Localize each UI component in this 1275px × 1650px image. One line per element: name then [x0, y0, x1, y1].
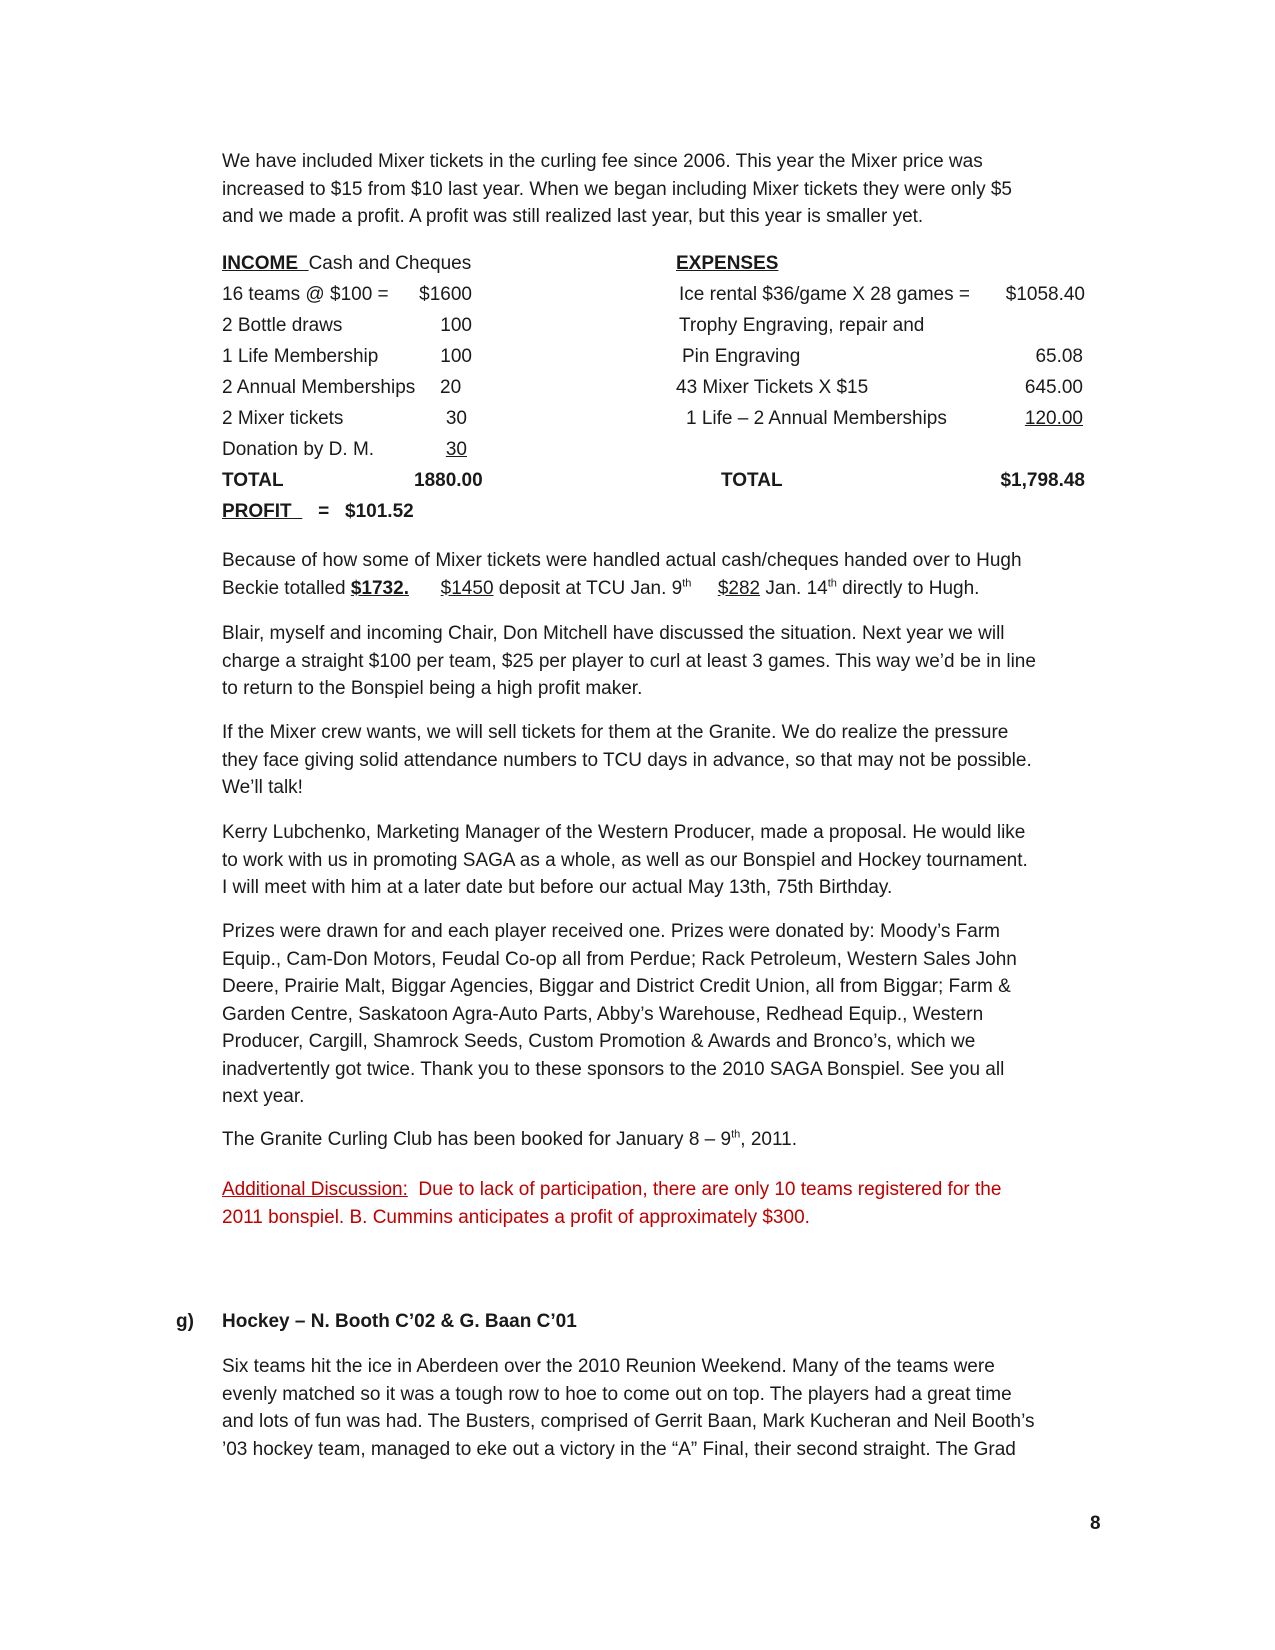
marketing-line: Kerry Lubchenko, Marketing Manager of the Western Producer, made a proposal. He would like — [222, 822, 1026, 843]
discussion-line: Additional Discussion: Due to lack of participation, there are only 10 teams registered for the — [222, 1179, 1002, 1200]
booking-paragraph — [222, 1126, 1102, 1154]
plan-paragraph — [222, 620, 1102, 703]
intro-line: and we made a profit. A profit was still realized last year, but this year is smaller yet. — [222, 206, 924, 227]
income-row-label: 2 Annual Memberships — [222, 377, 416, 398]
expenses-row-amount: 120.00 — [1024, 408, 1083, 429]
income-total-amount: 1880.00 — [414, 470, 483, 491]
discussion-paragraph — [222, 1176, 1102, 1231]
page-number: 8 — [1090, 1513, 1101, 1534]
income-heading: INCOME — [222, 253, 298, 274]
income-row-amount: 20 — [440, 377, 462, 398]
marketing-line: I will meet with him at a later date but before our actual May 13th, 75th Birthday. — [222, 877, 893, 898]
expenses-row-label: Ice rental $36/game X 28 games = — [679, 284, 970, 305]
cash-line: Beckie totalled $1732. $1450 deposit at TCU Jan. 9th $282 Jan. 14th directly to Hugh. — [222, 577, 980, 599]
prizes-line: Equip., Cam-Don Motors, Feudal Co-op all from Perdue; Rack Petroleum, Western Sales John — [222, 948, 1017, 970]
income-row-label: 16 teams @ $100 = — [222, 284, 389, 305]
prizes-line: next year. — [222, 1086, 305, 1107]
income-heading-row — [222, 252, 471, 276]
section-heading — [176, 1310, 577, 1334]
mixer-paragraph — [222, 719, 1102, 802]
prizes-paragraph — [222, 918, 1102, 1111]
cash-total: $1732. — [350, 577, 409, 599]
section-letter: g) — [176, 1311, 194, 1332]
prizes-line: Producer, Cargill, Shamrock Seeds, Custom Promotion & Awards and Bronco’s, which we — [222, 1031, 976, 1052]
hockey-paragraph — [222, 1353, 1102, 1463]
income-row-amount: 30 — [445, 439, 467, 460]
hockey-line: evenly matched so it was a tough row to hoe to come out on top. The players had a great time — [222, 1383, 1012, 1405]
income-row-amount: 100 — [440, 315, 472, 336]
income-row-label: 2 Mixer tickets — [222, 408, 344, 429]
expenses-row-amount: $1058.40 — [1005, 284, 1085, 305]
income-row-label: Donation by D. M. — [222, 439, 375, 460]
mixer-line: We’ll talk! — [222, 777, 303, 798]
profit-label: PROFIT — [222, 501, 292, 522]
expenses-row-label: Pin Engraving — [682, 346, 801, 367]
income-row-label: 2 Bottle draws — [222, 315, 343, 336]
expenses-row-label: Trophy Engraving, repair and — [679, 315, 925, 336]
booking-line: The Granite Curling Club has been booked for January 8 – 9th, 2011. — [222, 1128, 797, 1150]
income-row-amount: 30 — [445, 408, 467, 429]
profit-row — [222, 500, 414, 524]
income-row-amount: $1600 — [419, 284, 472, 305]
intro-line: increased to $15 from $10 last year. When we began including Mixer tickets they were only $5 — [222, 178, 1012, 200]
expenses-row-label: 1 Life – 2 Annual Memberships — [686, 408, 947, 429]
plan-line: Blair, myself and incoming Chair, Don Mitchell have discussed the situation. Next year we will — [222, 623, 1005, 644]
hockey-line: ’03 hockey team, managed to eke out a victory in the “A” Final, their second straight. The Grad — [222, 1438, 1016, 1460]
discussion-label: Additional Discussion: — [222, 1179, 408, 1200]
intro-paragraph — [222, 148, 1102, 231]
cash-line: Because of how some of Mixer tickets were handled actual cash/cheques handed over to Hugh — [222, 550, 1022, 571]
cash-paragraph — [222, 547, 1102, 602]
income-row-label: 1 Life Membership — [222, 346, 379, 367]
hockey-line: and lots of fun was had. The Busters, comprised of Gerrit Baan, Mark Kucheran and Neil Booth’s — [222, 1411, 1035, 1432]
mixer-line: they face giving solid attendance numbers to TCU days in advance, so that may not be possible. — [222, 749, 1032, 771]
expenses-row-label: 43 Mixer Tickets X $15 — [676, 377, 869, 398]
prizes-line: Garden Centre, Saskatoon Agra-Auto Parts, Abby’s Warehouse, Redhead Equip., Western — [222, 1003, 984, 1025]
expenses-total-label: TOTAL — [721, 470, 783, 491]
prizes-line: inadvertently got twice. Thank you to these sponsors to the 2010 SAGA Bonspiel. See you all — [222, 1058, 1005, 1080]
expenses-row-amount: 65.08 — [1035, 346, 1083, 367]
prizes-line: Prizes were drawn for and each player received one. Prizes were donated by: Moody’s Farm — [222, 921, 1000, 942]
plan-line: to return to the Bonspiel being a high profit maker. — [222, 678, 643, 699]
hugh-amount: $282 — [717, 577, 761, 599]
discussion-line: 2011 bonspiel. B. Cummins anticipates a profit of approximately $300. — [222, 1206, 810, 1228]
profit-amount: $101.52 — [345, 501, 414, 522]
expenses-row-amount: 645.00 — [1024, 377, 1083, 398]
income-total-label: TOTAL — [222, 470, 284, 491]
expenses-heading: EXPENSES — [676, 253, 779, 274]
income-row-amount: 100 — [440, 346, 472, 367]
section-title: Hockey – N. Booth C’02 & G. Baan C’01 — [222, 1311, 577, 1332]
profit-equals: = — [318, 501, 330, 522]
intro-line: We have included Mixer tickets in the curling fee since 2006. This year the Mixer price was — [222, 151, 983, 172]
mixer-line: If the Mixer crew wants, we will sell tickets for them at the Granite. We do realize the pressure — [222, 722, 1009, 743]
marketing-paragraph — [222, 819, 1102, 902]
income-subheading: Cash and Cheques — [308, 253, 472, 274]
deposit-amount: $1450 — [440, 577, 494, 599]
marketing-line: to work with us in promoting SAGA as a whole, as well as our Bonspiel and Hockey tournament. — [222, 849, 1028, 871]
prizes-line: Deere, Prairie Malt, Biggar Agencies, Biggar and District Credit Union, all from Biggar; Farm & — [222, 976, 1011, 997]
hockey-line: Six teams hit the ice in Aberdeen over the 2010 Reunion Weekend. Many of the teams were — [222, 1356, 995, 1377]
plan-line: charge a straight $100 per team, $25 per player to curl at least 3 games. This way we’d be in line — [222, 650, 1036, 672]
expenses-total-amount: $1,798.48 — [1000, 470, 1085, 491]
